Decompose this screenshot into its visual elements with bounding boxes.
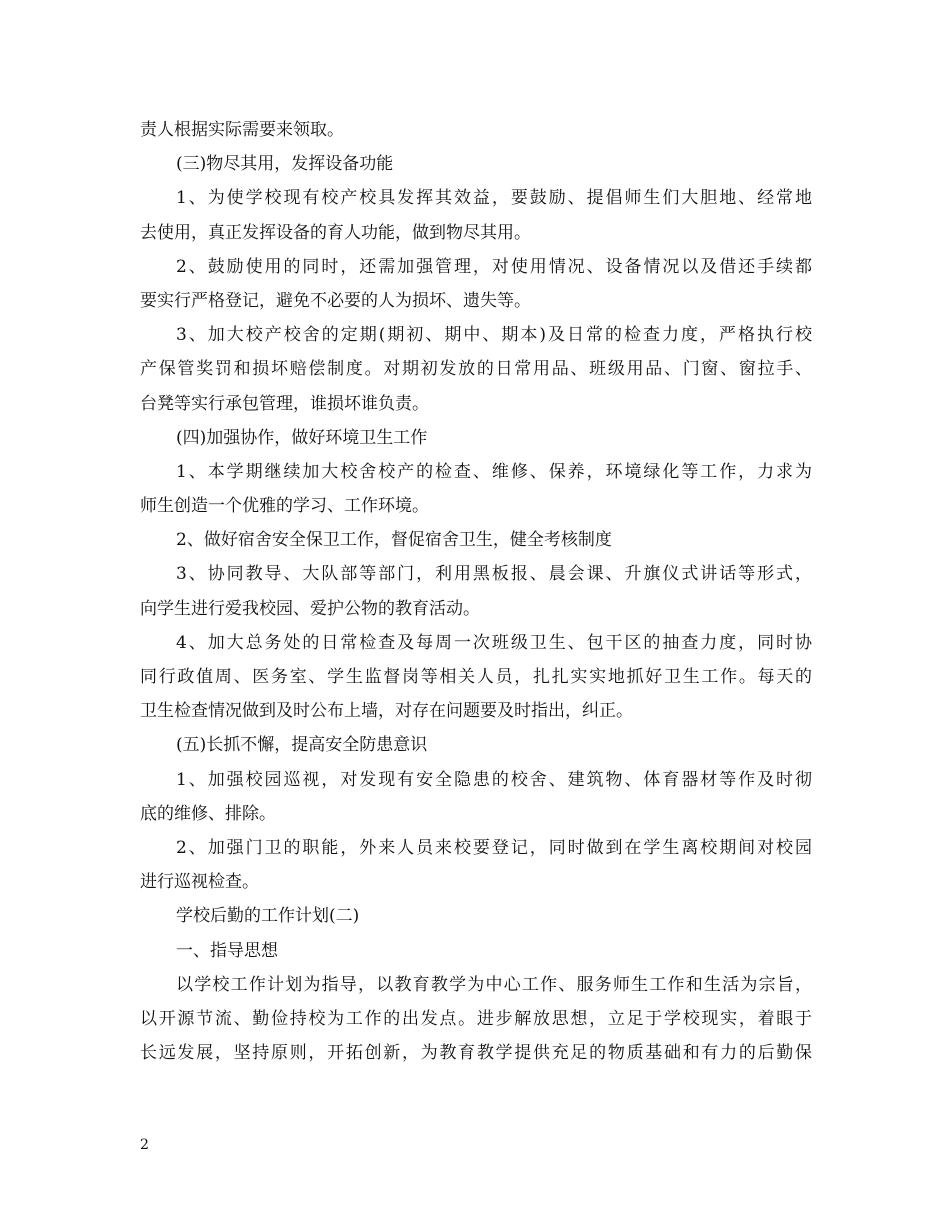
text-line: 责人根据实际需要来领取。 xyxy=(140,120,344,140)
text-line: 2、加强门卫的职能，外来人员来校要登记，同时做到在学生离校期间对校园 xyxy=(176,837,812,858)
text-line: 一、指导思想 xyxy=(176,940,278,961)
text-line: 2、鼓励使用的同时，还需加强管理，对使用情况、设备情况以及借还手续都 xyxy=(176,256,812,277)
text-line: 去使用，真正发挥设备的育人功能，做到物尽其用。 xyxy=(140,222,531,243)
text-line: 要实行严格登记，避免不必要的人为损坏、遗失等。 xyxy=(140,290,531,311)
document-body xyxy=(140,113,812,1070)
text-line: 1、加强校园巡视，对发现有安全隐患的校舍、建筑物、体育器材等作及时彻 xyxy=(176,769,812,790)
text-line: (三)物尽其用，发挥设备功能 xyxy=(176,154,394,175)
text-line: 1、本学期继续加大校舍校产的检查、维修、保养，环境绿化等工作，力求为 xyxy=(176,461,812,482)
text-line: 4、加大总务处的日常检查及每周一次班级卫生、包干区的抽查力度，同时协 xyxy=(176,632,812,653)
text-line: 卫生检查情况做到及时公布上墙，对存在问题要及时指出，纠正。 xyxy=(140,701,633,722)
text-line: 产保管奖罚和损坏赔偿制度。对期初发放的日常用品、班级用品、门窗、窗拉手、 xyxy=(140,359,812,380)
text-line: 以开源节流、勤俭持校为工作的出发点。进步解放思想，立足于学校现实，着眼于 xyxy=(140,1008,812,1029)
text-line: (五)长抓不懈，提高安全防患意识 xyxy=(176,735,428,756)
text-line: 底的维修、排除。 xyxy=(140,803,276,824)
text-line: 3、加大校产校舍的定期(期初、期中、期本)及日常的检查力度，严格执行校 xyxy=(176,325,812,346)
text-line: 以学校工作计划为指导，以教育教学为中心工作、服务师生工作和生活为宗旨， xyxy=(176,974,812,995)
text-line: (四)加强协作，做好环境卫生工作 xyxy=(176,427,428,448)
text-line: 台凳等实行承包管理，谁损坏谁负责。 xyxy=(140,393,429,414)
text-line: 向学生进行爱我校园、爱护公物的教育活动。 xyxy=(140,598,480,619)
text-line: 3、协同教导、大队部等部门，利用黑板报、晨会课、升旗仪式讲话等形式， xyxy=(176,564,812,585)
text-line: 2、做好宿舍安全保卫工作，督促宿舍卫生，健全考核制度 xyxy=(176,530,612,551)
page-number: 2 xyxy=(140,1137,149,1153)
text-line: 师生创造一个优雅的学习、工作环境。 xyxy=(140,496,429,517)
text-line: 进行巡视检查。 xyxy=(140,872,259,893)
text-line: 1、为使学校现有校产校具发挥其效益，要鼓励、提倡师生们大胆地、经常地 xyxy=(176,188,812,209)
text-line: 学校后勤的工作计划(二) xyxy=(176,906,360,927)
text-line: 同行政值周、医务室、学生监督岗等相关人员，扎扎实实地抓好卫生工作。每天的 xyxy=(140,667,812,687)
text-line: 长远发展，坚持原则，开拓创新，为教育教学提供充足的物质基础和有力的后勤保 xyxy=(140,1043,812,1064)
